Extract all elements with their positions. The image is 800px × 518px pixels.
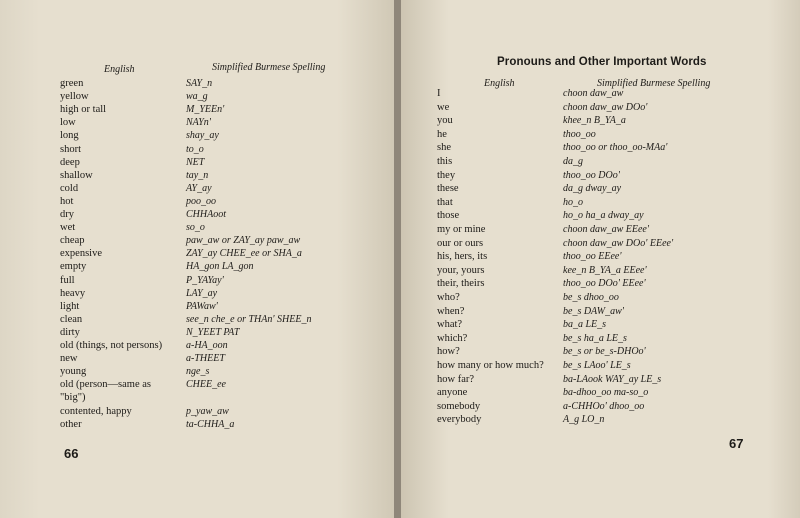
english-word: "big") — [60, 392, 86, 404]
left-heading-english: English — [104, 64, 135, 75]
english-word: empty — [60, 261, 87, 273]
english-word: how many or how much? — [437, 360, 544, 371]
burmese-spelling: choon daw_aw DOo' EEee' — [563, 237, 674, 249]
burmese-spelling: wa_g — [186, 91, 208, 103]
english-word: those — [437, 210, 460, 222]
english-word: he — [437, 128, 447, 140]
english-word: expensive — [60, 248, 102, 260]
burmese-spelling: see_n che_e or THAn' SHEE_n — [186, 313, 312, 325]
english-word: dirty — [60, 326, 80, 338]
burmese-spelling: to_o — [186, 143, 204, 155]
burmese-spelling: be_s DAW_aw' — [563, 305, 624, 317]
english-word: old (things, not persons) — [60, 340, 163, 351]
burmese-spelling: ba-dhoo_oo ma-so_o — [563, 387, 649, 399]
burmese-spelling: a-THEET — [186, 353, 225, 365]
burmese-spelling: ta-CHHA_a — [186, 418, 235, 430]
burmese-spelling: a-HA_oon — [186, 340, 228, 351]
burmese-spelling: khee_n B_YA_a — [563, 115, 626, 127]
english-word: I — [437, 88, 441, 99]
right-page — [401, 0, 800, 518]
burmese-spelling: M_YEEn' — [186, 104, 225, 116]
left-page-number: 66 — [64, 446, 79, 461]
burmese-spelling: AY_ay — [186, 182, 212, 194]
right-heading-burmese: Simplified Burmese Spelling — [597, 78, 711, 89]
english-word: my or mine — [437, 224, 486, 235]
english-word: his, hers, its — [437, 251, 488, 263]
burmese-spelling: da_g — [563, 156, 583, 167]
english-word: green — [60, 78, 84, 89]
burmese-spelling: be_s or be_s-DHOo' — [563, 346, 646, 358]
burmese-spelling: PAWaw' — [186, 300, 218, 312]
english-word: cheap — [60, 235, 85, 247]
english-word: that — [437, 196, 453, 208]
burmese-spelling: HA_gon LA_gon — [186, 261, 254, 273]
english-word: this — [437, 156, 453, 167]
burmese-spelling: N_YEET PAT — [186, 326, 240, 338]
burmese-spelling: CHHAoot — [186, 209, 226, 220]
burmese-spelling: be_s LAoo' LE_s — [563, 360, 631, 371]
burmese-spelling: kee_n B_YA_a EEee' — [563, 264, 647, 276]
english-word: yellow — [60, 91, 89, 103]
english-word: somebody — [437, 400, 481, 412]
burmese-spelling: so_o — [186, 222, 205, 234]
english-word: who? — [437, 292, 460, 303]
burmese-spelling: choon daw_aw EEee' — [563, 224, 650, 235]
burmese-spelling: tay_n — [186, 169, 209, 181]
burmese-spelling: thoo_oo DOo' EEee' — [563, 278, 646, 290]
burmese-spelling: nge_s — [186, 366, 210, 378]
english-word: what? — [437, 319, 463, 331]
burmese-spelling: thoo_oo — [563, 128, 596, 140]
burmese-spelling: A_g LO_n — [563, 414, 605, 426]
burmese-spelling: thoo_oo EEee' — [563, 251, 622, 263]
english-word: how far? — [437, 373, 475, 385]
left-heading-burmese: Simplified Burmese Spelling — [212, 62, 326, 73]
english-word: full — [60, 274, 75, 286]
burmese-spelling: be_s dhoo_oo — [563, 292, 619, 303]
burmese-spelling: p_yaw_aw — [186, 405, 229, 417]
english-word: low — [60, 117, 76, 129]
burmese-spelling: shay_ay — [186, 130, 219, 142]
english-word: contented, happy — [60, 405, 132, 417]
right-page-number: 67 — [729, 436, 744, 451]
english-word: you — [437, 115, 453, 127]
burmese-spelling: ho_o ha_a dway_ay — [563, 210, 644, 222]
english-word: light — [60, 300, 80, 312]
right-heading-english: English — [484, 78, 515, 89]
english-word: long — [60, 130, 79, 142]
english-word: cold — [60, 182, 79, 194]
burmese-spelling: P_YAYay' — [186, 274, 224, 286]
burmese-spelling: a-CHHOo' dhoo_oo — [563, 400, 645, 412]
burmese-spelling: be_s ha_a LE_s — [563, 332, 627, 344]
burmese-spelling: poo_oo — [186, 195, 216, 207]
english-word: our or ours — [437, 237, 484, 249]
english-word: dry — [60, 209, 74, 220]
burmese-spelling: choon daw_aw — [563, 88, 624, 99]
english-word: young — [60, 366, 87, 378]
english-word: shallow — [60, 169, 93, 181]
burmese-spelling: NET — [186, 156, 205, 168]
english-word: their, theirs — [437, 278, 485, 290]
english-word: we — [437, 101, 450, 113]
english-word: these — [437, 183, 459, 195]
english-word: which? — [437, 332, 468, 344]
english-word: your, yours — [437, 264, 485, 276]
english-word: she — [437, 142, 451, 154]
english-word: short — [60, 143, 81, 155]
english-word: clean — [60, 313, 83, 325]
english-word: wet — [60, 222, 76, 234]
burmese-spelling: ho_o — [563, 196, 583, 208]
burmese-spelling: choon daw_aw DOo' — [563, 101, 648, 113]
english-word: heavy — [60, 287, 86, 299]
burmese-spelling: paw_aw or ZAY_ay paw_aw — [186, 235, 301, 247]
english-word: new — [60, 353, 78, 365]
burmese-spelling: thoo_oo or thoo_oo-MAa' — [563, 142, 668, 154]
english-word: old (person—same as — [60, 379, 151, 391]
burmese-spelling: SAY_n — [186, 78, 213, 89]
burmese-spelling: ba-LAook WAY_ay LE_s — [563, 373, 662, 385]
burmese-spelling: ba_a LE_s — [563, 319, 607, 331]
english-word: anyone — [437, 387, 468, 399]
right-page-title: Pronouns and Other Important Words — [497, 56, 707, 68]
english-word: how? — [437, 346, 460, 358]
english-word: high or tall — [60, 104, 107, 116]
burmese-spelling: CHEE_ee — [186, 379, 226, 391]
english-word: deep — [60, 156, 80, 168]
english-word: they — [437, 169, 456, 181]
burmese-spelling: thoo_oo DOo' — [563, 169, 620, 181]
burmese-spelling: ZAY_ay CHEE_ee or SHA_a — [186, 248, 302, 260]
english-word: other — [60, 418, 82, 430]
english-word: when? — [437, 305, 465, 317]
burmese-spelling: LAY_ay — [186, 287, 218, 299]
english-word: everybody — [437, 414, 482, 426]
english-word: hot — [60, 195, 74, 207]
burmese-spelling: NAYn' — [186, 117, 211, 129]
left-page — [0, 0, 397, 518]
burmese-spelling: da_g dway_ay — [563, 183, 622, 195]
